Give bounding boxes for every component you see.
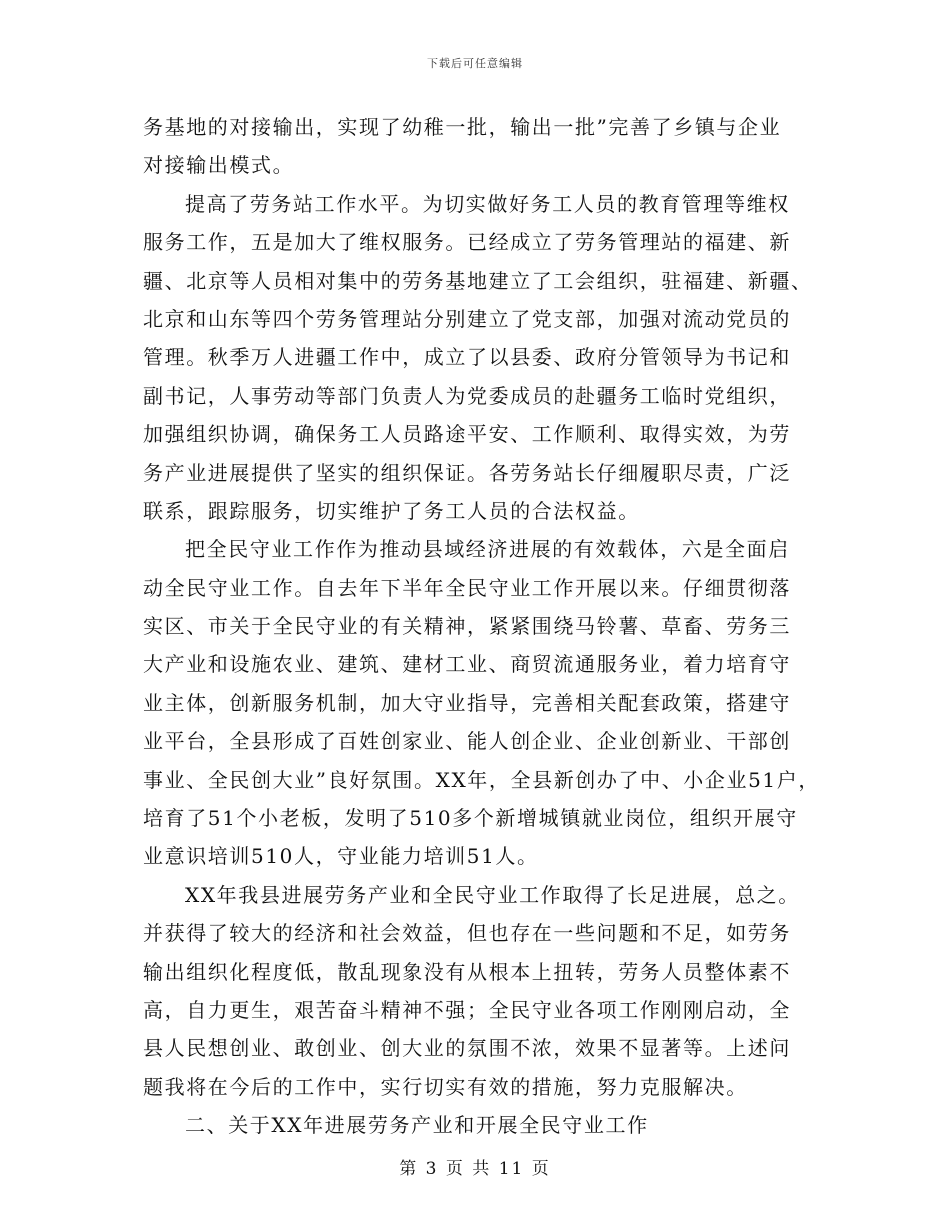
document-body: [143, 108, 823, 1145]
text-line: 县人民想创业、敢创业、创大业的氛围不浓，效果不显著等。上述问: [143, 1036, 791, 1061]
page-footer: 第 3 页 共 11 页: [399, 1159, 551, 1179]
text-line: XX年我县进展劳务产业和全民守业工作取得了长足进展，总之。: [185, 882, 800, 907]
page-header: 下载后可任意编辑: [427, 57, 523, 70]
text-line: 大产业和设施农业、建筑、建材工业、商贸流通服务业，着力培育守: [143, 652, 791, 677]
text-line: 把全民守业工作作为推动县域经济进展的有效载体，六是全面启: [185, 537, 790, 562]
text-line: 二、关于XX年进展劳务产业和开展全民守业工作: [185, 1113, 649, 1138]
text-line: 业平台，全县形成了百姓创家业、能人创企业、企业创新业、干部创: [143, 729, 791, 754]
text-line: 实区、市关于全民守业的有关精神，紧紧围绕马铃薯、草畜、劳务三: [143, 614, 791, 639]
text-line: 业主体，创新服务机制，加大守业指导，完善相关配套政策，搭建守: [143, 690, 791, 715]
text-line: 管理。秋季万人进疆工作中，成立了以县委、政府分管领导为书记和: [143, 345, 791, 370]
text-line: 培育了51个小老板，发明了510多个新增城镇就业岗位，组织开展守: [143, 806, 798, 831]
text-line: 务产业进展提供了坚实的组织保证。各劳务站长仔细履职尽责，广泛: [143, 460, 791, 485]
text-line: 加强组织协调，确保务工人员路途平安、工作顺利、取得实效，为劳: [143, 422, 791, 447]
text-line: 动全民守业工作。自去年下半年全民守业工作开展以来。仔细贯彻落: [143, 575, 791, 600]
text-line: 提高了劳务站工作水平。为切实做好务工人员的教育管理等维权: [185, 191, 790, 216]
text-line: 联系，跟踪服务，切实维护了务工人员的合法权益。: [143, 498, 640, 523]
text-line: 输出组织化程度低，散乱现象没有从根本上扭转，劳务人员整体素不: [143, 959, 791, 984]
text-line: 服务工作，五是加大了维权服务。已经成立了劳务管理站的福建、新: [143, 230, 791, 255]
text-line: 并获得了较大的经济和社会效益，但也存在一些问题和不足，如劳务: [143, 921, 791, 946]
text-line: 对接输出模式。: [143, 153, 295, 178]
text-line: 北京和山东等四个劳务管理站分别建立了党支部，加强对流动党员的: [143, 306, 791, 331]
text-line: 题我将在今后的工作中，实行切实有效的措施，努力克服解决。: [143, 1074, 748, 1099]
text-line: 事业、全民创大业”良好氛围。XX年，全县新创办了中、小企业51户，: [143, 767, 820, 792]
text-line: 副书记，人事劳动等部门负责人为党委成员的赴疆务工临时党组织，: [143, 383, 791, 408]
text-line: 业意识培训510人，守业能力培训51人。: [143, 844, 539, 869]
text-line: 务基地的对接输出，实现了幼稚一批，输出一批”完善了乡镇与企业: [143, 115, 782, 139]
text-line: 疆、北京等人员相对集中的劳务基地建立了工会组织，驻福建、新疆、: [143, 268, 813, 293]
text-line: 高，自力更生，艰苦奋斗精神不强；全民守业各项工作刚刚启动，全: [143, 997, 791, 1022]
